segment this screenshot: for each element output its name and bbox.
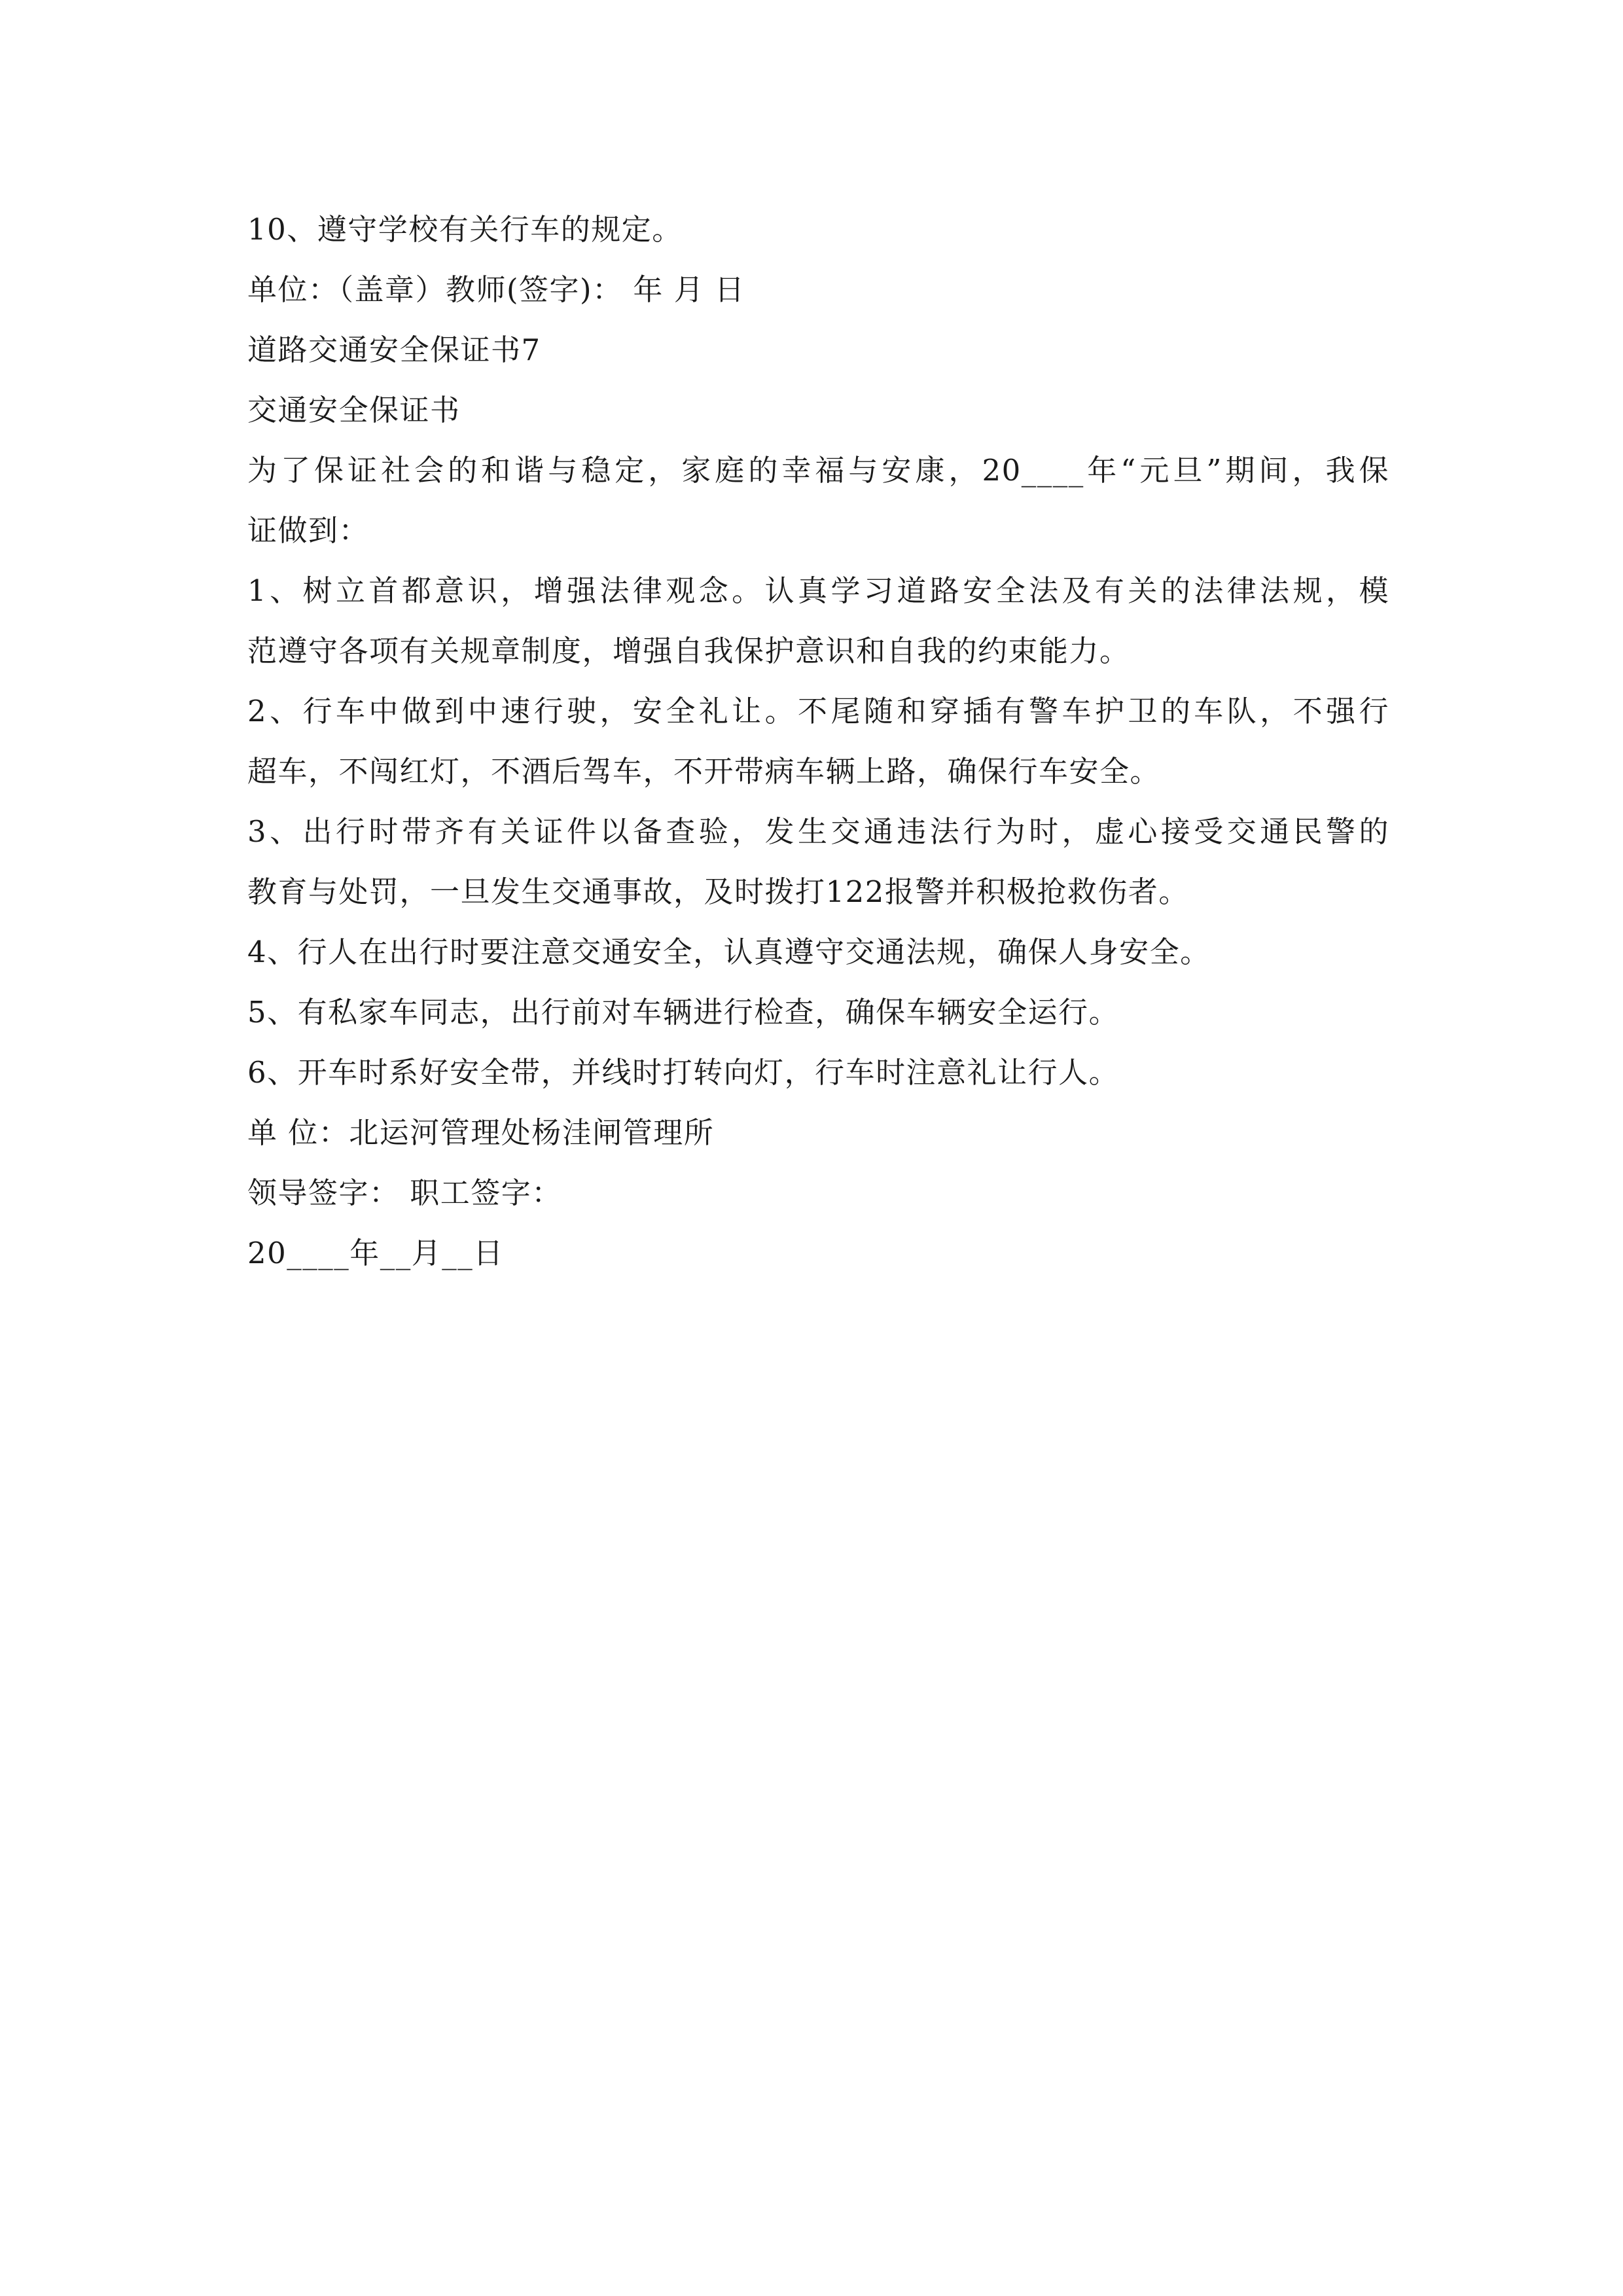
item-6-line: 6、开车时系好安全带，并线时打转向灯，行车时注意礼让行人。 [247, 1055, 1120, 1090]
document-body [247, 200, 1389, 1283]
rule-10-line: 10、遵守学校有关行车的规定。 [247, 212, 683, 247]
document-title: 交通安全保证书 [247, 393, 461, 427]
item-5-line: 5、有私家车同志，出行前对车辆进行检查，确保车辆安全运行。 [247, 995, 1120, 1030]
unit-line: 单 位：北运河管理处杨洼闸管理所 [247, 1115, 715, 1150]
item-3-line: 3、出行时带齐有关证件以备查验，发生交通违法行为时，虚心接受交通民警的 [247, 814, 1389, 849]
item-2-line: 超车，不闯红灯，不酒后驾车，不开带病车辆上路，确保行车安全。 [247, 754, 1161, 789]
intro-paragraph-line: 为了保证社会的和谐与稳定，家庭的幸福与安康，20____年“元旦”期间，我保 [247, 453, 1389, 488]
item-4-line: 4、行人在出行时要注意交通安全，认真遵守交通法规，确保人身安全。 [247, 935, 1211, 969]
date-line: 20____年__月__日 [247, 1236, 504, 1270]
item-3-line: 教育与处罚，一旦发生交通事故，及时拨打122报警并积极抢救伤者。 [247, 874, 1189, 909]
section-heading: 道路交通安全保证书7 [247, 332, 541, 367]
item-1-line: 范遵守各项有关规章制度，增强自我保护意识和自我的约束能力。 [247, 634, 1130, 668]
school-signature-line: 单位：（盖章）教师(签字)： 年 月 日 [247, 272, 745, 307]
item-1-line: 1、树立首都意识，增强法律观念。认真学习道路安全法及有关的法律法规，模 [247, 573, 1389, 608]
signature-line: 领导签字： 职工签字： [247, 1175, 562, 1210]
item-2-line: 2、行车中做到中速行驶，安全礼让。不尾随和穿插有警车护卫的车队，不强行 [247, 694, 1389, 728]
intro-paragraph-line: 证做到： [247, 513, 370, 548]
